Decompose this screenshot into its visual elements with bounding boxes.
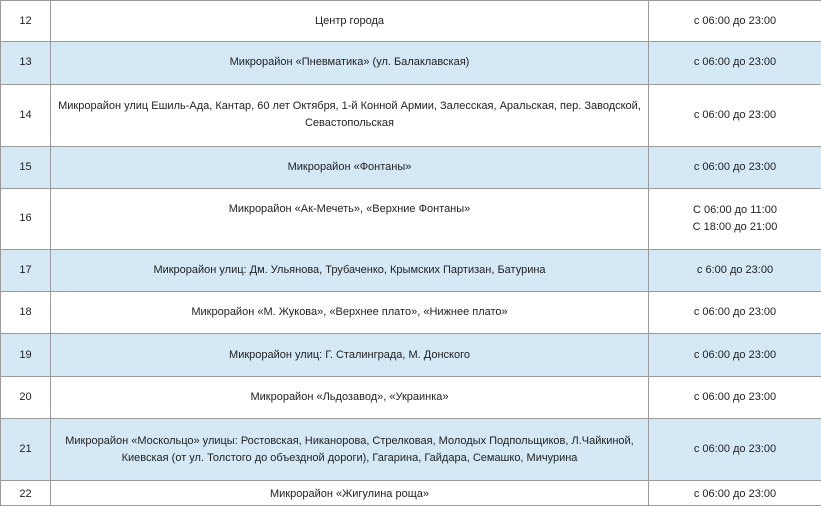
hours-cell xyxy=(649,188,821,249)
district-text: Киевская (от ул. Толстого до объездной дороги), Гагарина, Гайдара, Семашко, Мичурина xyxy=(121,451,578,464)
row-number: 20 xyxy=(1,376,51,418)
district-cell xyxy=(51,84,649,146)
hours-cell xyxy=(649,376,821,418)
hours-cell xyxy=(649,481,821,506)
row-number: 13 xyxy=(1,42,51,84)
hours-text: с 06:00 до 23:00 xyxy=(693,306,777,319)
hours-text: с 06:00 до 23:00 xyxy=(693,390,777,403)
district-text: Микрорайон улиц: Дм. Ульянова, Трубаченко, Крымских Партизан, Батурина xyxy=(153,263,546,276)
hours-cell xyxy=(649,84,821,146)
row-number: 18 xyxy=(1,292,51,334)
district-cell xyxy=(51,146,649,188)
table-row xyxy=(1,146,821,188)
district-text: Микрорайон улиц Ешиль-Ада, Кантар, 60 лет Октября, 1-й Конной Армии, Залесская, Аральская, пер. Заводской, xyxy=(58,100,641,113)
district-cell xyxy=(51,1,649,42)
district-text: Микрорайон «Пневматика» (ул. Балаклавская) xyxy=(229,56,470,69)
hours-text: с 06:00 до 23:00 xyxy=(693,348,777,361)
district-cell xyxy=(51,419,649,481)
row-number: 16 xyxy=(1,188,51,249)
hours-text: с 6:00 до 23:00 xyxy=(696,263,774,276)
table-row xyxy=(1,84,821,146)
district-text: Микрорайон «М. Жукова», «Верхнее плато», «Нижнее плато» xyxy=(191,306,508,319)
district-cell xyxy=(51,188,649,249)
hours-cell xyxy=(649,42,821,84)
district-text: Микрорайон улиц: Г. Сталинграда, М. Донского xyxy=(229,348,470,361)
district-text: Микрорайон «Ак-Мечеть», «Верхние Фонтаны» xyxy=(228,202,471,215)
hours-text: С 18:00 до 21:00 xyxy=(692,220,778,233)
district-text: Микрорайон «Льдозавод», «Украинка» xyxy=(250,390,449,403)
district-text: Микрорайон «Фонтаны» xyxy=(287,160,412,173)
hours-text: с 06:00 до 23:00 xyxy=(693,160,777,173)
row-number: 19 xyxy=(1,334,51,376)
table-row xyxy=(1,1,821,42)
district-cell xyxy=(51,42,649,84)
hours-cell xyxy=(649,146,821,188)
district-cell xyxy=(51,334,649,376)
district-text: Микрорайон «Жигулина роща» xyxy=(269,488,429,501)
table-row xyxy=(1,188,821,249)
table-row xyxy=(1,481,821,506)
hours-cell xyxy=(649,249,821,291)
hours-text: с 06:00 до 23:00 xyxy=(693,56,777,69)
table-row xyxy=(1,419,821,481)
hours-text: с 06:00 до 23:00 xyxy=(693,443,777,456)
table-row xyxy=(1,249,821,291)
hours-text: с 06:00 до 23:00 xyxy=(693,108,777,121)
district-cell xyxy=(51,249,649,291)
table-row xyxy=(1,42,821,84)
table-row xyxy=(1,334,821,376)
hours-text: с 06:00 до 23:00 xyxy=(693,488,777,501)
row-number: 12 xyxy=(1,1,51,42)
table-row xyxy=(1,376,821,418)
hours-cell xyxy=(649,292,821,334)
hours-cell xyxy=(649,1,821,42)
district-cell xyxy=(51,292,649,334)
district-text: Микрорайон «Москольцо» улицы: Ростовская, Никанорова, Стрелковая, Молодых Подпольщиков, Л.Чайкиной, xyxy=(65,434,634,447)
row-number: 14 xyxy=(1,84,51,146)
hours-text: с 06:00 до 23:00 xyxy=(693,14,777,27)
hours-cell xyxy=(649,419,821,481)
district-cell xyxy=(51,481,649,506)
table-row xyxy=(1,292,821,334)
row-number: 22 xyxy=(1,481,51,506)
row-number: 15 xyxy=(1,146,51,188)
district-text: Севастопольская xyxy=(304,117,395,130)
hours-cell xyxy=(649,334,821,376)
district-text: Центр города xyxy=(315,14,384,27)
district-cell xyxy=(51,376,649,418)
row-number: 21 xyxy=(1,419,51,481)
row-number: 17 xyxy=(1,249,51,291)
hours-text: С 06:00 до 11:00 xyxy=(693,203,777,216)
